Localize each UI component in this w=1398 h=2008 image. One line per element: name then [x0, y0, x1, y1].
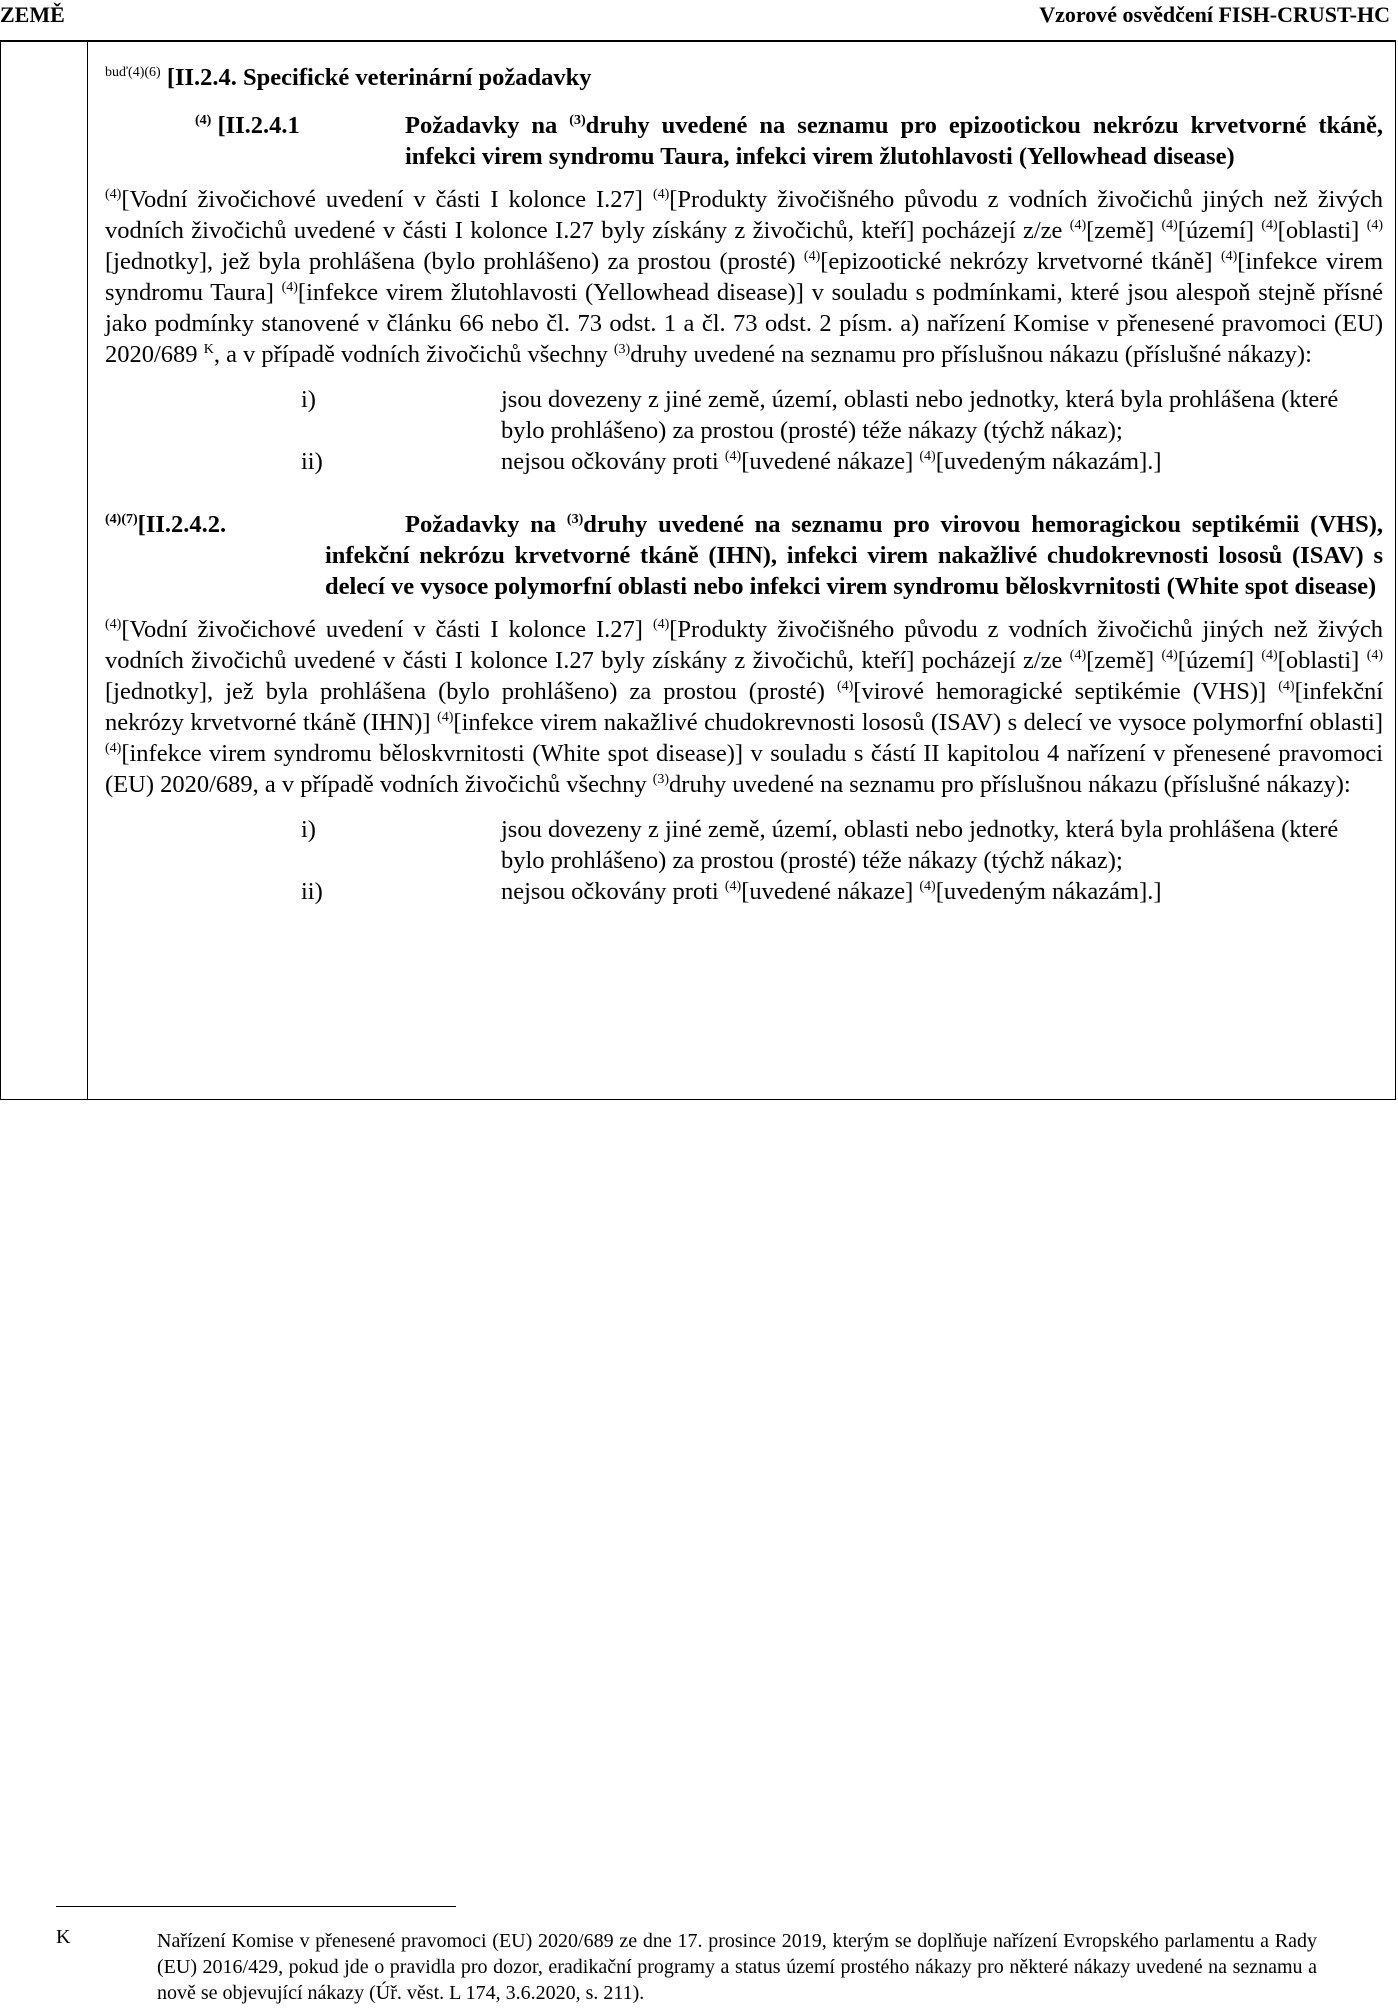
requirement-title: Požadavky na $^{(3)}$druhy uvedené na seznamu pro virovou hemoragickou septikémii (VHS), infekční nekrózu krvetvorné tkáně (IHN), infekci virem nakažlivé chudokrevnosti lososů (ISAV) s delecí ve vysoce polymorfní oblasti nebo infekci virem syndromu běloskvrnitosti (White spot disease): [325, 511, 1383, 600]
section-heading: [105, 62, 1383, 94]
list-item: i) jsou dovezeny z jiné země, území, oblasti nebo jednotky, která byla prohlášena (které bylo prohlášeno) za prostou (prosté) téže nákazy (týchž nákaz);: [301, 816, 1339, 874]
requirement-number: $^{(4)(7)}$[II.2.4.2.: [105, 511, 227, 538]
list-item: ii) nejsou očkovány proti $^{(4)}$[uvedené nákaze] $^{(4)}$[uvedeným nákazám].]: [301, 448, 1162, 475]
header-country: ZEMĚ: [0, 2, 65, 27]
footnote-text: Nařízení Komise v přenesené pravomoci (EU) 2020/689 ze dne 17. prosince 2019, kterým se doplňuje nařízení Evropského parlamentu a Rady (EU) 2016/429, pokud jde o pravidla pro dozor, eradikační programy a status území prostého nákazy pro některé nákazy uvedené na seznamu a nově se objevující nákazy (Úř. věst. L 174, 3.6.2020, s. 211).: [157, 1930, 1317, 2004]
column-divider: [87, 42, 88, 1099]
list-item: i) jsou dovezeny z jiné země, území, oblasti nebo jednotky, která byla prohlášena (které bylo prohlášeno) za prostou (prosté) téže nákazy (týchž nákaz);: [301, 386, 1339, 444]
requirement-2-4-1-list: [105, 384, 1383, 477]
requirement-title: Požadavky na $^{(3)}$druhy uvedené na seznamu pro epizootickou nekrózu krvetvorné tkáně, infekci virem syndromu Taura, infekci virem žlutohlavosti (Yellowhead disease): [405, 112, 1384, 170]
footnote-separator: [56, 1906, 456, 1907]
section-title: [II.2.4. Specifické veterinární požadavky: [166, 64, 592, 91]
section-label: buď(4)(6): [105, 65, 161, 80]
requirement-2-4-2-paragraph: $^{(4)}$[Vodní živočichové uvedení v části I kolonce I.27] $^{(4)}$[Produkty živočišného původu z vodních živočichů jiných než živých vodních živočichů uvedené v části I kolonce I.27 byly získány z živočichů, kteří] pocházejí z/ze $^{(4)}$[země] $^{(4)}$[území] $^{(4)}$[oblasti] $^{(4)}$[jednotky], jež byla prohlášena (bylo prohlášeno) za prostou (prosté) $^{(4)}$[virové hemoragické septikémie (VHS)] $^{(4)}$[infekční nekrózy krvetvorné tkáně (IHN)] $^{(4)}$[infekce virem nakažlivé chudokrevnosti lososů (ISAV) s delecí ve vysoce polymorfní oblasti] $^{(4)}$[infekce virem syndromu běloskvrnitosti (White spot disease)] v souladu s částí II kapitolou 4 nařízení v přenesené pravomoci (EU) 2020/689, a v případě vodních živočichů všechny $^{(3)}$druhy uvedené na seznamu pro příslušnou nákazu (příslušné nákazy):: [105, 616, 1384, 798]
requirement-2-4-1-heading: [105, 110, 1383, 172]
requirement-number: $^{(4)}$ [II.2.4.1: [195, 112, 300, 139]
list-item: ii) nejsou očkovány proti $^{(4)}$[uvedené nákaze] $^{(4)}$[uvedeným nákazám].]: [301, 878, 1162, 905]
certificate-frame: [0, 40, 1396, 1100]
header-certificate-title: Vzorové osvědčení FISH-CRUST-HC: [1039, 2, 1390, 27]
certificate-content: [105, 62, 1383, 907]
requirement-2-4-2-list: [105, 814, 1383, 907]
requirement-2-4-2-heading: [105, 509, 1383, 602]
footnote-mark: K: [56, 1926, 71, 1948]
requirement-2-4-1-paragraph: $^{(4)}$[Vodní živočichové uvedení v části I kolonce I.27] $^{(4)}$[Produkty živočišného původu z vodních živočichů jiných než živých vodních živočichů uvedené v části I kolonce I.27 byly získány z živočichů, kteří] pocházejí z/ze $^{(4)}$[země] $^{(4)}$[území] $^{(4)}$[oblasti] $^{(4)}$[jednotky], jež byla prohlášena (bylo prohlášeno) za prostou (prosté) $^{(4)}$[epizootické nekrózy krvetvorné tkáně] $^{(4)}$[infekce virem syndromu Taura] $^{(4)}$[infekce virem žlutohlavosti (Yellowhead disease)] v souladu s podmínkami, které jsou alespoň stejně přísné jako podmínky stanovené v článku 66 nebo čl. 73 odst. 1 a čl. 73 odst. 2 písm. a) nařízení Komise v přenesené pravomoci (EU) 2020/689 $^K$, a v případě vodních živočichů všechny $^{(3)}$druhy uvedené na seznamu pro příslušnou nákazu (příslušné nákazy):: [105, 186, 1384, 368]
